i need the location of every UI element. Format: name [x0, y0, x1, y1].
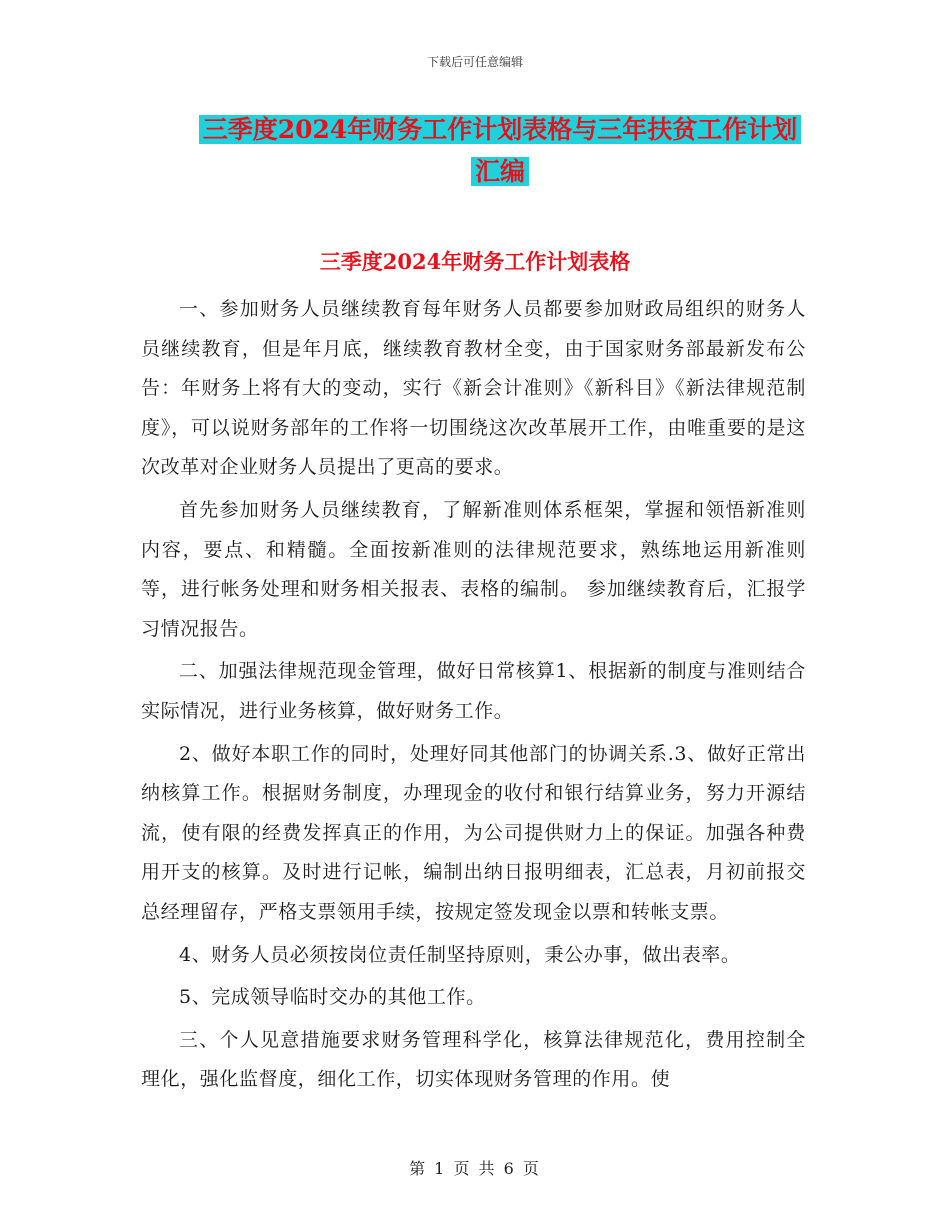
title-highlight-2: 汇编	[471, 157, 529, 186]
paragraph: 4、财务人员必须按岗位责任制坚持原则，秉公办事，做出表率。	[179, 943, 741, 966]
paragraph: 5、完成领导临时交办的其他工作。	[179, 986, 486, 1009]
paragraph: 二、加强法律规范现金管理，做好日常核算1、根据新的制度与准则结合实际情况，进行业务核算，做好财务工作。	[141, 660, 806, 722]
paragraph: 三、个人见意措施要求财务管理科学化，核算法律规范化，费用控制全理化，强化监督度，细化工作，切实体现财务管理的作用。使	[141, 1028, 806, 1091]
document-title-line-1	[150, 110, 850, 150]
document-title-line-2	[150, 152, 850, 192]
title-highlight: 三季度2024年财务工作计划表格与三年扶贫工作计划	[199, 115, 802, 144]
body-text	[141, 290, 806, 1103]
paragraph: 首先参加财务人员继续教育，了解新准则体系框架，掌握和领悟新准则内容，要点、和精髓。全面按新准则的法律规范要求，熟练地运用新准则等，进行帐务处理和财务相关报表、表格的编制。 参加继续教育后，汇报学习情况报告。	[141, 498, 806, 640]
paragraph: 一、参加财务人员继续教育每年财务人员都要参加财政局组织的财务人员继续教育，但是年月底，继续教育教材全变，由于国家财务部最新发布公告：年财务上将有大的变动，实行《新会计准则》《新科目》《新法律规范制度》，可以说财务部年的工作将一切围绕这次改革展开工作，由唯重要的是这次改革对企业财务人员提出了更高的要求。	[141, 298, 806, 479]
paragraph: 2、做好本职工作的同时，处理好同其他部门的协调关系.3、做好正常出纳核算工作。根据财务制度，办理现金的收付和银行结算业务，努力开源结流，使有限的经费发挥真正的作用，为公司提供财力上的保证。加强各种费用开支的核算。及时进行记帐，编制出纳日报明细表，汇总表，月初前报交总经理留存，严格支票领用手续，按规定签发现金以票和转帐支票。	[141, 742, 806, 923]
section-title: 三季度2024年财务工作计划表格	[319, 249, 631, 274]
page-footer: 第 1 页 共 6 页	[409, 1159, 541, 1178]
header-note: 下载后可任意编辑	[426, 55, 523, 69]
